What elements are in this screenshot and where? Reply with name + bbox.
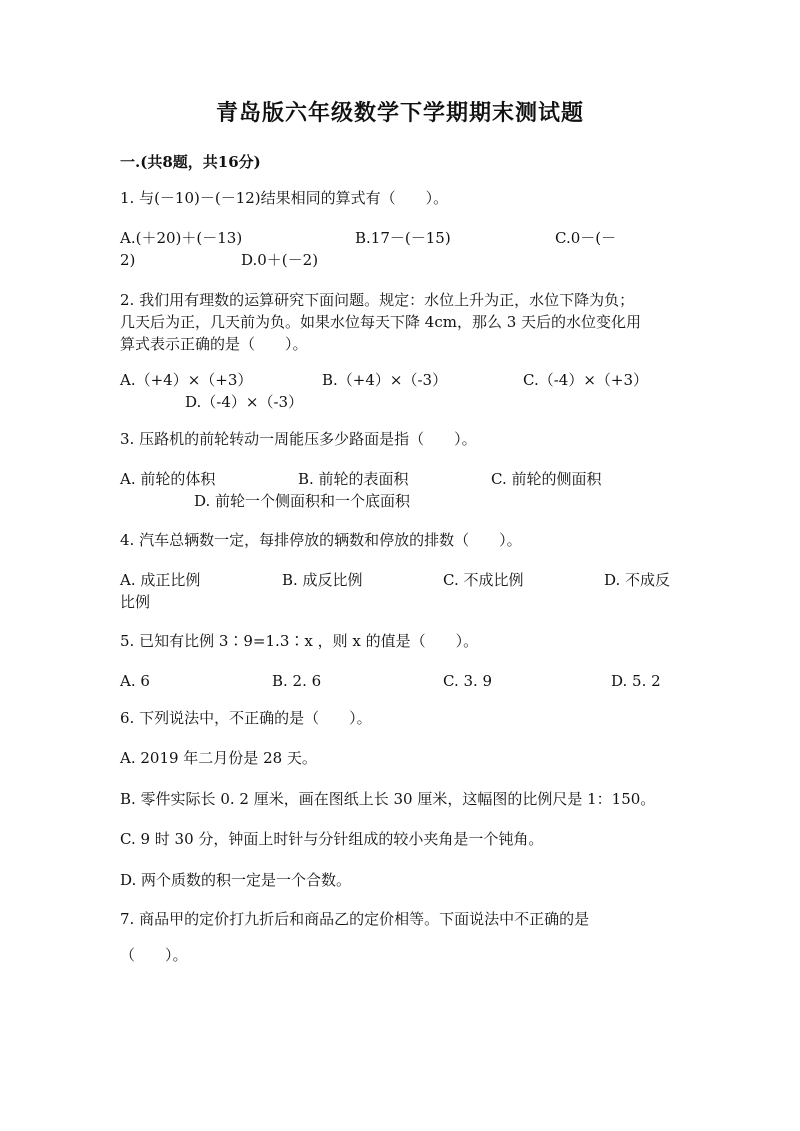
question-2-stem-line-2: 几天后为正，几天前为负。如果水位每天下降 4cm，那么 3 天后的水位变化用	[120, 313, 642, 331]
question-5-option-d: D. 5. 2	[611, 672, 661, 690]
question-6-stem: 6. 下列说法中，不正确的是（ ）。	[120, 709, 372, 727]
question-1-option-d: D.0＋(－2)	[241, 251, 319, 269]
question-4-option-b: B. 成反比例	[282, 571, 363, 589]
question-2-stem-line-3: 算式表示正确的是（ ）。	[120, 335, 308, 353]
question-2-option-d: D.（-4）×（-3）	[185, 393, 304, 411]
question-4-option-a: A. 成正比例	[120, 571, 201, 589]
question-5-option-c: C. 3. 9	[443, 672, 493, 690]
question-2-option-c: C.（-4）×（+3）	[523, 371, 649, 389]
question-6-option-b: B. 零件实际长 0. 2 厘米，画在图纸上长 30 厘米，这幅图的比例尺是 1：150。	[120, 790, 656, 808]
question-1-stem: 1. 与(－10)－(－12)结果相同的算式有（ ）。	[120, 189, 449, 207]
question-1-option-a: A.(＋20)＋(－13)	[120, 229, 243, 247]
section-heading: 一.(共8题，共16分)	[120, 153, 261, 171]
question-1-option-c-cont: 2)	[120, 251, 136, 269]
question-6-option-c: C. 9 时 30 分，钟面上时针与分针组成的较小夹角是一个钝角。	[120, 830, 544, 848]
question-3-option-b: B. 前轮的表面积	[298, 470, 409, 488]
page-title: 青岛版六年级数学下学期期末测试题	[215, 100, 584, 126]
question-5-option-a: A. 6	[120, 672, 150, 690]
question-7-stem-line-1: 7. 商品甲的定价打九折后和商品乙的定价相等。下面说法中不正确的是	[120, 910, 590, 928]
question-4-option-c: C. 不成比例	[443, 571, 524, 589]
question-5-stem: 5. 已知有比例 3∶9=1.3∶x ，则 x 的值是（ ）。	[120, 632, 479, 650]
question-2-stem-line-1: 2. 我们用有理数的运算研究下面问题。规定：水位上升为正，水位下降为负；	[120, 291, 635, 309]
question-3-option-a: A. 前轮的体积	[120, 470, 216, 488]
question-6-option-a: A. 2019 年二月份是 28 天。	[120, 749, 317, 767]
question-1-option-c: C.0－(－	[555, 229, 617, 247]
question-2-option-b: B.（+4）×（-3）	[322, 371, 448, 389]
question-4-stem: 4. 汽车总辆数一定，每排停放的辆数和停放的排数（ ）。	[120, 531, 522, 549]
question-6-option-d: D. 两个质数的积一定是一个合数。	[120, 871, 352, 889]
question-3-option-d: D. 前轮一个侧面积和一个底面积	[194, 492, 411, 510]
question-4-option-d: D. 不成反	[604, 571, 671, 589]
question-1-option-b: B.17－(－15)	[355, 229, 451, 247]
question-3-stem: 3. 压路机的前轮转动一周能压多少路面是指（ ）。	[120, 430, 477, 448]
question-2-option-a: A.（+4）×（+3）	[120, 371, 253, 389]
question-4-option-d-cont: 比例	[120, 593, 151, 611]
question-5-option-b: B. 2. 6	[272, 672, 322, 690]
question-3-option-c: C. 前轮的侧面积	[491, 470, 602, 488]
question-7-stem-line-2: （ ）。	[120, 946, 188, 964]
